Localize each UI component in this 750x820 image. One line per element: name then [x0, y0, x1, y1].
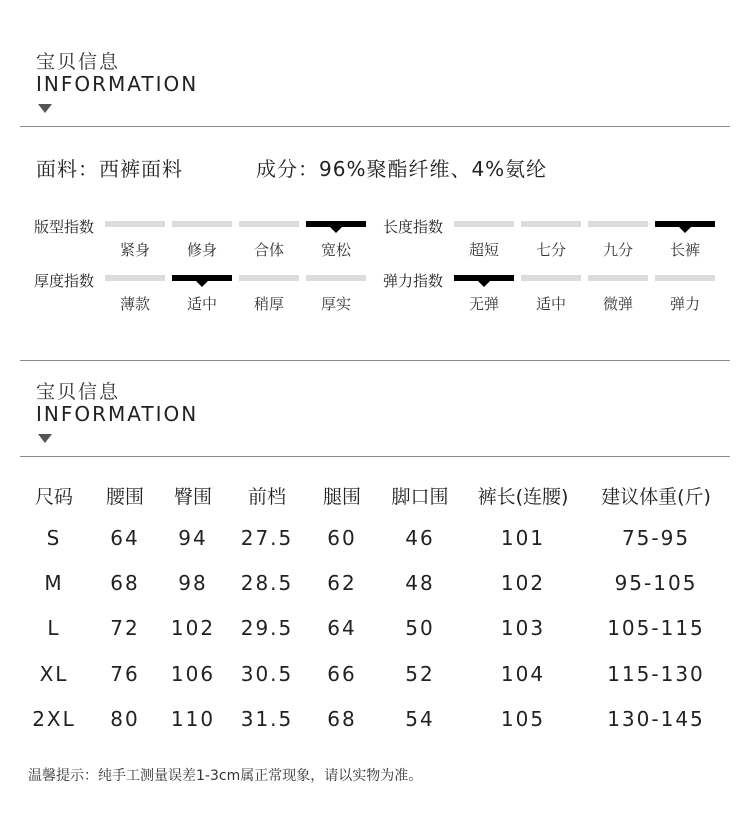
table-cell: XL [39, 662, 69, 686]
table-cell: 62 [327, 571, 357, 595]
fabric-material: 面料：西裤面料 [36, 157, 183, 181]
table-cell: 102 [500, 571, 546, 595]
section-title-en: INFORMATION [36, 72, 199, 96]
table-cell: L [47, 616, 61, 640]
index-option: 宽松 [320, 241, 351, 259]
divider [20, 456, 730, 457]
table-cell: 27.5 [240, 526, 294, 550]
table-cell: 115-130 [607, 662, 705, 686]
index-option: 弹力 [669, 295, 700, 313]
index-length [454, 221, 716, 271]
table-row [0, 616, 750, 644]
index-fit [105, 221, 367, 271]
table-header: 臀围 [173, 486, 212, 508]
table-cell: 64 [327, 616, 357, 640]
table-cell: 103 [500, 616, 546, 640]
index-segment [239, 275, 299, 281]
index-segment-selected [306, 221, 366, 227]
table-cell: 98 [178, 571, 208, 595]
table-cell: 28.5 [240, 571, 294, 595]
table-cell: 130-145 [607, 707, 705, 731]
index-option: 适中 [186, 295, 217, 313]
index-option: 稍厚 [253, 295, 284, 313]
table-header: 脚口围 [391, 486, 449, 508]
table-header: 裤长(连腰) [477, 486, 569, 508]
index-option: 合体 [253, 241, 284, 259]
index-thickness [105, 275, 367, 325]
index-segment [105, 275, 165, 281]
index-option: 七分 [535, 241, 566, 259]
section-title-en: INFORMATION [36, 402, 199, 426]
index-segment [239, 221, 299, 227]
table-row [0, 707, 750, 735]
index-label-fit: 版型指数 [34, 218, 95, 236]
table-cell: 105-115 [607, 616, 705, 640]
table-cell: 66 [327, 662, 357, 686]
index-segment [521, 275, 581, 281]
table-cell: 64 [110, 526, 140, 550]
measurement-note: 温馨提示：纯手工测量误差1-3cm属正常现象，请以实物为准。 [28, 768, 423, 784]
table-cell: 95-105 [614, 571, 698, 595]
index-option: 适中 [535, 295, 566, 313]
table-row [0, 526, 750, 554]
index-option: 修身 [186, 241, 217, 259]
table-cell: M [44, 571, 64, 595]
table-cell: 30.5 [240, 662, 294, 686]
divider [20, 126, 730, 127]
table-cell: 52 [405, 662, 435, 686]
table-cell: 104 [500, 662, 546, 686]
index-segment-selected [655, 221, 715, 227]
index-option: 厚实 [320, 295, 351, 313]
table-cell: 68 [327, 707, 357, 731]
index-segment [655, 275, 715, 281]
index-segment [588, 221, 648, 227]
table-row [0, 571, 750, 599]
table-cell: 48 [405, 571, 435, 595]
index-segment [105, 221, 165, 227]
table-header: 尺码 [34, 486, 73, 508]
table-cell: 2XL [32, 707, 76, 731]
table-cell: 105 [500, 707, 546, 731]
table-cell: 110 [170, 707, 216, 731]
table-cell: S [46, 526, 62, 550]
table-cell: 60 [327, 526, 357, 550]
table-cell: 29.5 [240, 616, 294, 640]
index-segment-selected [454, 275, 514, 281]
index-label-thickness: 厚度指数 [34, 272, 95, 290]
index-option: 无弹 [468, 295, 499, 313]
index-segment [172, 221, 232, 227]
index-segment [306, 275, 366, 281]
table-header: 腰围 [105, 486, 144, 508]
table-cell: 102 [170, 616, 216, 640]
table-cell: 54 [405, 707, 435, 731]
divider [20, 360, 730, 361]
table-cell: 68 [110, 571, 140, 595]
triangle-down-icon [38, 434, 52, 443]
index-option: 超短 [468, 241, 499, 259]
index-segment-selected [172, 275, 232, 281]
index-option: 薄款 [119, 295, 150, 313]
index-stretch [454, 275, 716, 325]
size-table [0, 480, 750, 740]
index-label-length: 长度指数 [383, 218, 444, 236]
fabric-composition: 成分：96%聚酯纤维、4%氨纶 [256, 157, 548, 181]
table-cell: 76 [110, 662, 140, 686]
table-cell: 101 [500, 526, 546, 550]
table-cell: 72 [110, 616, 140, 640]
index-segment [521, 221, 581, 227]
table-cell: 46 [405, 526, 435, 550]
index-segment [454, 221, 514, 227]
table-cell: 31.5 [240, 707, 294, 731]
table-header: 前档 [247, 486, 286, 508]
table-cell: 80 [110, 707, 140, 731]
table-row [0, 662, 750, 690]
table-cell: 106 [170, 662, 216, 686]
index-option: 长裤 [669, 241, 700, 259]
section-title-cn: 宝贝信息 [36, 381, 121, 403]
index-option: 九分 [602, 241, 633, 259]
section-title-cn: 宝贝信息 [36, 51, 121, 73]
index-option: 紧身 [119, 241, 150, 259]
table-cell: 75-95 [621, 526, 691, 550]
triangle-down-icon [38, 104, 52, 113]
table-cell: 94 [178, 526, 208, 550]
index-option: 微弹 [602, 295, 633, 313]
table-header: 腿围 [322, 486, 361, 508]
table-cell: 50 [405, 616, 435, 640]
table-header: 建议体重(斤) [601, 486, 711, 508]
index-label-stretch: 弹力指数 [383, 272, 444, 290]
index-segment [588, 275, 648, 281]
